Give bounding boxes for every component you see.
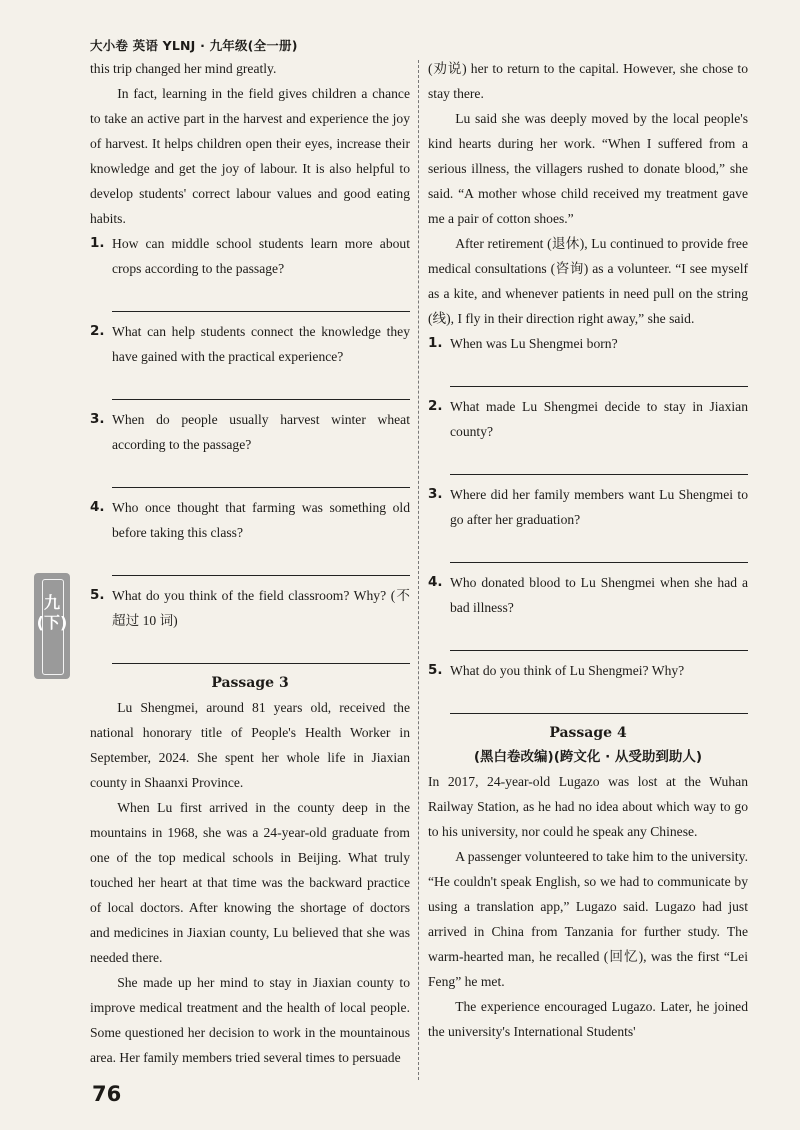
question-number: 5. [90,587,105,603]
answer-line[interactable] [450,532,748,563]
question-item [428,482,748,532]
question-number: 2. [428,398,443,414]
passage3-paragraph: After retirement (退休), Lu continued to provide free medical consultations (咨询) as a volunteer. “I see myself as a kite, and whenever patients in need pull on the string (线), I fly in their direction right away,” she said. [428,236,748,326]
passage3-paragraph: When Lu first arrived in the county deep in the mountains in 1968, she was a 24-year-old graduate from one of the top medical schools in Beijing. What truly touched her heart at that time was the backward practice of local doctors. After knowing the shortage of doctors and medicines in Jiaxian county, Lu believed that she was needed there. [90,800,410,965]
question-item [90,407,410,457]
answer-line[interactable] [450,620,748,651]
passage3-paragraph: Lu Shengmei, around 81 years old, received the national honorary title of People's Health Worker in September, 2024. She spent her whole life in Jiaxian county in Shaanxi Province. [90,700,410,790]
passage3-title: Passage 3 [211,675,289,691]
question-item [428,394,748,444]
question-item [90,319,410,369]
page-header: 大小卷 英语 YLNJ · 九年级(全一册) [90,38,298,53]
question-text: When do people usually harvest winter wheat according to the passage? [112,412,410,452]
passage4-paragraph: In 2017, 24-year-old Lugazo was lost at the Wuhan Railway Station, as he had no idea about which way to go to his university, nor could he speak any Chinese. [428,774,748,839]
answer-line[interactable] [112,281,410,312]
question-number: 3. [428,486,443,502]
question-text: Who once thought that farming was something old before taking this class? [112,500,410,540]
question-text: Where did her family members want Lu Shengmei to go after her graduation? [450,487,748,527]
question-item [90,495,410,545]
question-item [428,658,748,683]
column-divider [418,60,419,1080]
question-item [428,570,748,620]
question-text: How can middle school students learn more about crops according to the passage? [112,236,410,276]
question-number: 4. [90,499,105,515]
question-item [90,231,410,281]
passage2-tail: this trip changed her mind greatly. [90,61,277,76]
question-text: What made Lu Shengmei decide to stay in Jiaxian county? [450,399,748,439]
question-text: When was Lu Shengmei born? [450,336,618,351]
answer-line[interactable] [450,356,748,387]
passage2-paragraph: In fact, learning in the field gives children a chance to take an active part in the harvest and experience the joy of harvest. It helps children open their eyes, increase their knowledge and get the joy of labour. It is also helpful to develop students' correct labour values and good eating habits. [90,86,410,226]
answer-line[interactable] [450,683,748,714]
page-number: 76 [92,1082,122,1106]
answer-line[interactable] [112,457,410,488]
side-tab-label: 九(下) [36,593,68,632]
passage4-paragraph: A passenger volunteered to take him to the university. “He couldn't speak English, so we had to communicate by using a translation app,” Lugazo said. Lugazo had just arrived in China from Tanzania for further study. The warm-hearted man, he recalled (回忆), was the first “Lei Feng” he met. [428,849,748,989]
passage3-continuation: (劝说) her to return to the capital. However, she chose to stay there. [428,61,748,101]
question-text: What can help students connect the knowledge they have gained with the practical experience? [112,324,410,364]
question-number: 4. [428,574,443,590]
passage3-paragraph: She made up her mind to stay in Jiaxian county to improve medical treatment and the health of local people. Some questioned her decision to work in the mountainous area. Her family members tried several times to persuade [90,975,410,1065]
question-number: 3. [90,411,105,427]
left-column [90,56,410,1070]
question-text: What do you think of the field classroom? Why? (不超过 10 词) [112,588,410,628]
answer-line[interactable] [112,369,410,400]
passage4-subtitle: (黑白卷改编)(跨文化 · 从受助到助人) [473,749,703,765]
passage4-paragraph: The experience encouraged Lugazo. Later, he joined the university's International Students' [428,999,748,1039]
side-tab [34,573,70,679]
answer-line[interactable] [450,444,748,475]
question-number: 1. [428,335,443,351]
question-number: 1. [90,235,105,251]
passage4-title: Passage 4 [549,725,627,741]
question-number: 5. [428,662,443,678]
question-text: Who donated blood to Lu Shengmei when she had a bad illness? [450,575,748,615]
answer-line[interactable] [112,633,410,664]
question-item [90,583,410,633]
passage3-paragraph: Lu said she was deeply moved by the local people's kind hearts during her work. “When I suffered from a serious illness, the villagers rushed to donate blood,” she said. “A mother whose child received my treatment gave me a pair of cotton shoes.” [428,111,748,226]
question-item [428,331,748,356]
answer-line[interactable] [112,545,410,576]
question-number: 2. [90,323,105,339]
question-text: What do you think of Lu Shengmei? Why? [450,663,685,678]
right-column [428,56,748,1044]
